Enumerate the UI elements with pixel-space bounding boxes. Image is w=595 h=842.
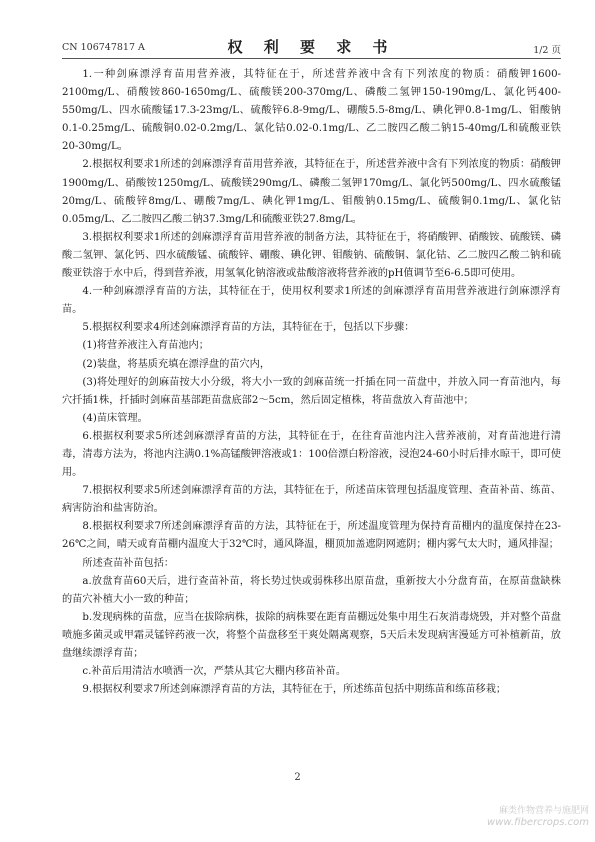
claim-item: c.补苗后用清洁水喷洒一次，严禁从其它大棚内移苗补苗。 (82, 666, 347, 678)
watermark-url: www.fibercrops.com (487, 817, 589, 828)
claim-subheading: 所述查苗补苗包括： (82, 557, 175, 569)
watermark (487, 805, 589, 829)
claim-paragraph: 9.根据权利要求7所述剑麻漂浮育苗的方法，其特征在于，所述练苗包括中期练苗和练苗移栽； (82, 684, 507, 696)
page-header (62, 36, 561, 59)
claim-item: a.放盘育苗60天后，进行查苗补苗，将长势过快或弱株移出原苗盘，重新按大小分盘育苗，在原苗盘缺株的苗穴补植大小一致的种苗； (62, 575, 561, 605)
page-number: 2 (294, 772, 301, 783)
claim-paragraph: 5.根据权利要求4所述剑麻漂浮育苗的方法，其特征在于，包括以下步骤： (82, 322, 415, 334)
claim-step: (1)将营养液注入育苗池内； (82, 340, 209, 352)
claims-body (62, 66, 561, 699)
publication-number: CN 106747817 A (62, 42, 145, 53)
claim-step: (2)装盘，将基质充填在漂浮盘的苗穴内， (82, 358, 271, 370)
claim-paragraph: 8.根据权利要求7所述剑麻漂浮育苗的方法，其特征在于，所述温度管理为保持育苗棚内的温度保持在23-26℃之间，晴天或育苗棚内温度大于32℃时，通风降温，棚顶加盖遮阴网遮阴；棚内雾气太大时，通风排湿； (62, 521, 561, 551)
claim-paragraph: 7.根据权利要求5所述剑麻漂浮育苗的方法，其特征在于，所述苗床管理包括温度管理、查苗补苗、练苗、病害防治和盐害防治。 (62, 485, 561, 515)
claim-paragraph: 4.一种剑麻漂浮育苗的方法，其特征在于，使用权利要求1所述的剑麻漂浮育苗用营养液进行剑麻漂浮育苗。 (62, 286, 561, 316)
claim-paragraph: 3.根据权利要求1所述的剑麻漂浮育苗用营养液的制备方法，其特征在于，将硝酸钾、硝酸铵、硫酸镁、磷酸二氢钾、氯化钙、四水硫酸锰、硫酸锌、硼酸、碘化钾、钼酸钠、硫酸铜、氯化钴、乙二胺四乙酸二钠和硫酸亚铁溶于水中后，得到营养液，用氢氧化钠溶液或盐酸溶液将营养液的pH值调节至6-6.5即可使用。 (62, 231, 561, 280)
page-info: 1/2 页 (533, 45, 561, 56)
watermark-site-name: 麻类作物营养与施肥网 (498, 806, 589, 816)
claim-paragraph: 6.根据权利要求5所述剑麻漂浮育苗的方法，其特征在于，在往育苗池内注入营养液前，对育苗池进行清毒，清毒方法为，将池内注满0.1%高锰酸钾溶液或1：100倍漂白粉溶液，浸泡24-60小时后排水晾干，即可使用。 (62, 430, 561, 479)
claim-step: (4)苗床管理。 (82, 412, 148, 424)
claim-item: b.发现病株的苗盘，应当在拔除病株，拔除的病株要在距育苗棚远处集中用生石灰消毒烧毁，并对整个苗盘喷施多菌灵或甲霜灵锰锌药液一次，将整个苗盘移至干爽处隔离观察，5天后未发现病害漫延方可补植新苗，放盘继续漂浮育苗； (62, 611, 561, 659)
claim-paragraph: 1.一种剑麻漂浮育苗用营养液，其特征在于，所述营养液中含有下列浓度的物质：硝酸钾1600-2100mg/L、硝酸铵860-1650mg/L、硫酸镁200-370mg/L、磷酸二氢钾150-190mg/L、氯化钙400-550mg/L、四水硫酸锰17.3-23mg/L、硫酸锌6.8-9mg/L、硼酸5.5-8mg/L、碘化钾0.8-1mg/L、钼酸钠0.1-0.25mg/L、硫酸铜0.02-0.2mg/L、氯化钴0.02-0.1mg/L、乙二胺四乙酸二钠15-40mg/L和硫酸亚铁20-30mg/L。 (62, 69, 561, 153)
document-title: 权 利 要 求 书 (227, 38, 396, 56)
claim-step: (3)将处理好的剑麻苗按大小分级，将大小一致的剑麻苗统一扦插在同一苗盘中，并放入同一育苗池内，每穴扦插1株，扦插时剑麻苗基部距苗盘底部2～5cm，然后固定植株，将苗盘放入育苗池中； (62, 376, 561, 406)
claim-paragraph: 2.根据权利要求1所述的剑麻漂浮育苗用营养液，其特征在于，所述营养液中含有下列浓度的物质：硝酸钾1900mg/L、硝酸铵1250mg/L、硫酸镁290mg/L、磷酸二氢钾170mg/L、氯化钙500mg/L、四水硫酸锰20mg/L、硫酸锌8mg/L、硼酸7mg/L、碘化钾1mg/L、钼酸钠0.15mg/L、硫酸铜0.1mg/L、氯化钴0.05mg/L、乙二胺四乙酸二钠37.3mg/L和硫酸亚铁27.8mg/L。 (62, 159, 561, 225)
